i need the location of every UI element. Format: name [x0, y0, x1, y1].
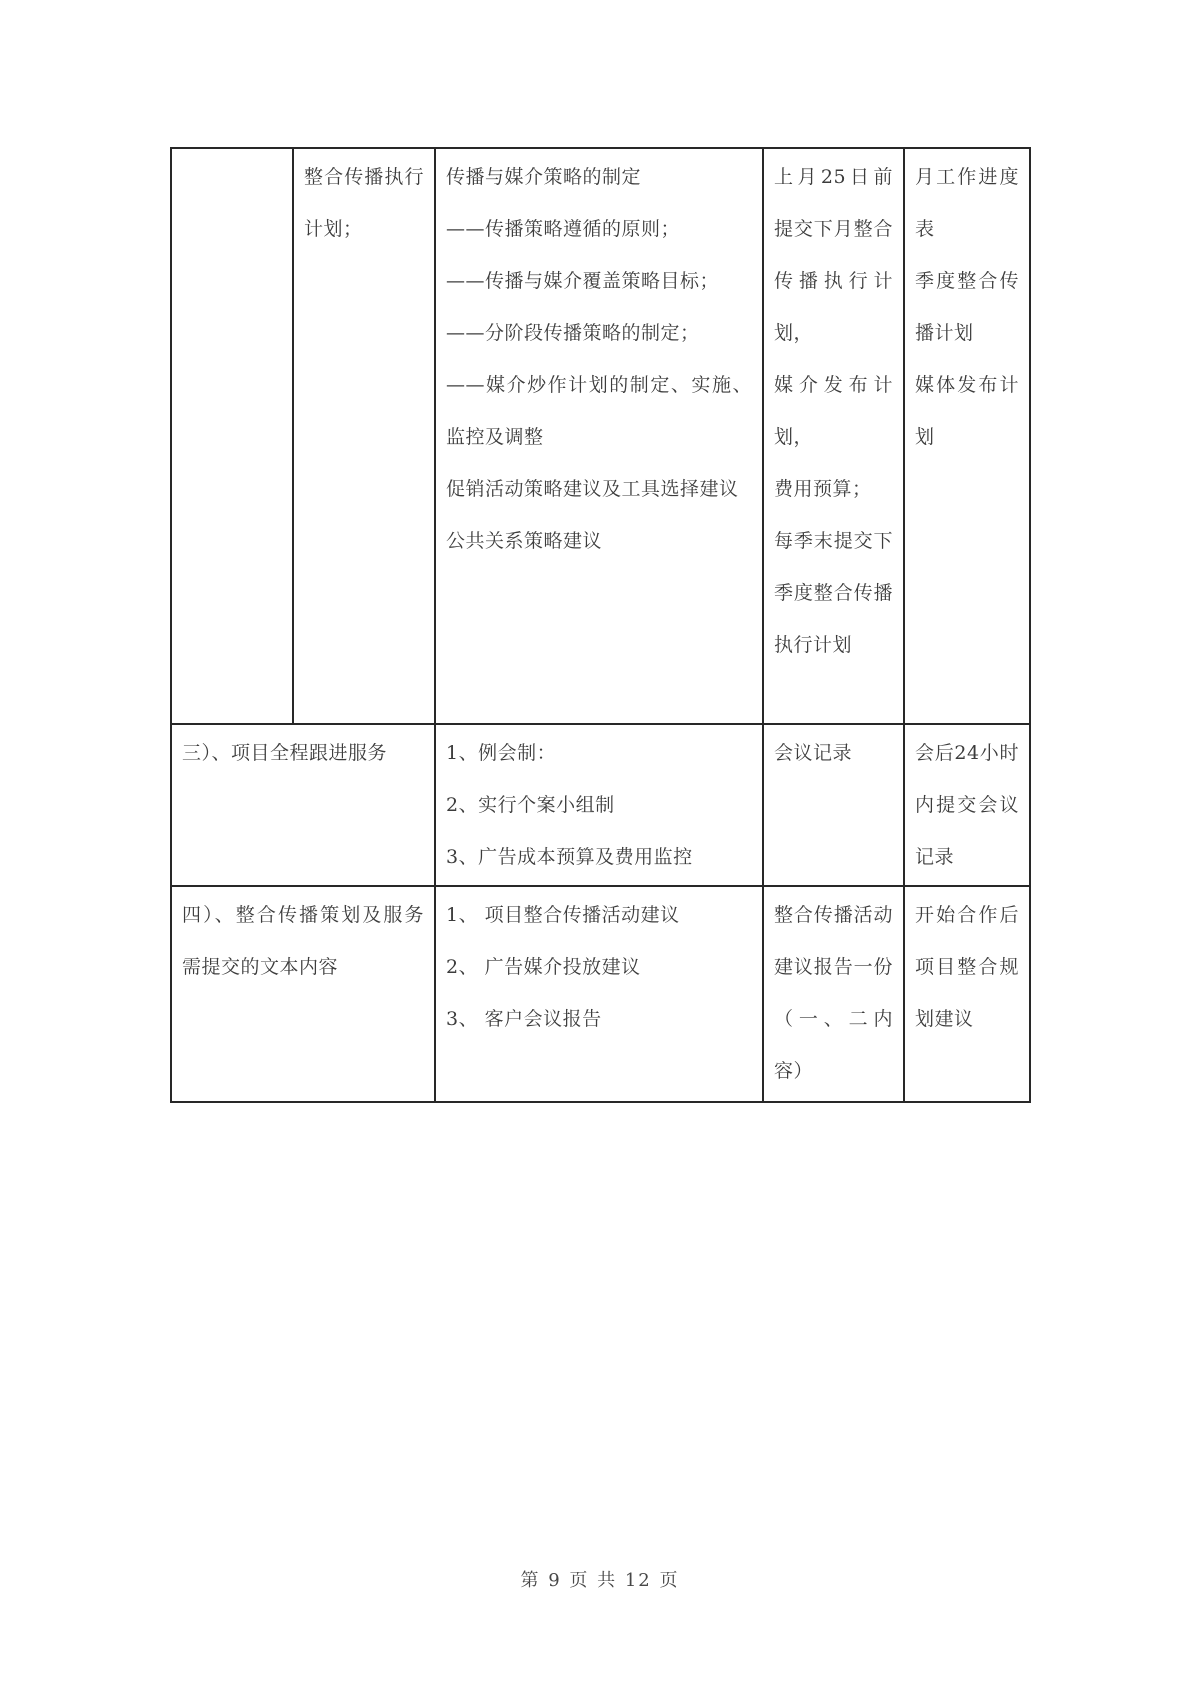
cell-deliverables [904, 148, 1030, 724]
cell-meeting-record [763, 724, 904, 886]
table-row [171, 886, 1030, 1102]
paragraph: 季度整合传播计划 [915, 270, 1019, 344]
paragraph: 月工作进度表 [915, 166, 1019, 240]
cell-strategy-details [435, 148, 763, 724]
paragraph: 费用预算； [774, 478, 872, 500]
cell-submission-schedule [763, 148, 904, 724]
paragraph: 传播与媒介策略的制定 [446, 166, 642, 188]
page-footer: 第 9 页 共 12 页 [520, 1570, 680, 1591]
paragraph: ——分阶段传播策略的制定； [446, 322, 700, 344]
cell-follow-up-items [435, 724, 763, 886]
cell-proposal-report [763, 886, 904, 1102]
cell-section-three-title [171, 724, 435, 886]
cell-plan-title [293, 148, 435, 724]
paragraph: 2、 广告媒介投放建议 [446, 956, 641, 978]
cell-cooperation-start [904, 886, 1030, 1102]
paragraph: 公共关系策略建议 [446, 530, 603, 552]
paragraph: 媒介发布计划， [774, 374, 893, 448]
table-row [171, 724, 1030, 886]
paragraph: 1、 项目整合传播活动建议 [446, 904, 680, 926]
paragraph: ——传播策略遵循的原则； [446, 218, 681, 240]
paragraph: 3、广告成本预算及费用监控 [446, 846, 693, 868]
cell-meeting-record-deadline [904, 724, 1030, 886]
paragraph: 三）、项目全程跟进服务 [182, 742, 388, 764]
paragraph: 会议记录 [774, 742, 853, 764]
cell-section-four-title [171, 886, 435, 1102]
service-plan-table [170, 147, 1031, 1103]
paragraph: 整合传播活动建议报告一份（一、二内容） [774, 904, 893, 1082]
paragraph: 开始合作后项目整合规划建议 [915, 904, 1019, 1030]
cell-empty [171, 148, 293, 724]
paragraph: ——传播与媒介覆盖策略目标； [446, 270, 720, 292]
paragraph: 会后24小时内提交会议记录 [915, 742, 1019, 868]
table-row [171, 148, 1030, 724]
paragraph: 整合传播执行计划； [304, 166, 424, 240]
paragraph: ——媒介炒作计划的制定、实施、监控及调整 [446, 374, 752, 448]
paragraph: 媒体发布计划 [915, 374, 1019, 448]
paragraph: 3、 客户会议报告 [446, 1008, 602, 1030]
paragraph: 促销活动策略建议及工具选择建议 [446, 478, 739, 500]
paragraph: 上月25日前提交下月整合传播执行计划， [774, 166, 893, 344]
paragraph: 2、实行个案小组制 [446, 794, 615, 816]
cell-document-items [435, 886, 763, 1102]
paragraph: 四）、整合传播策划及服务需提交的文本内容 [182, 904, 424, 978]
paragraph: 每季末提交下季度整合传播执行计划 [774, 530, 893, 656]
paragraph: 1、例会制： [446, 742, 557, 764]
